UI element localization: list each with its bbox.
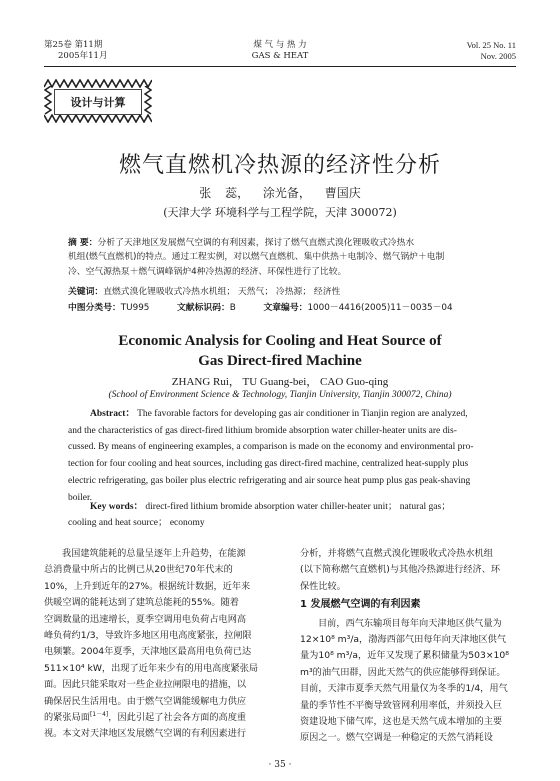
header-right xyxy=(467,40,516,62)
doc-code-label: 文献标识码： xyxy=(177,303,230,313)
authors-cn: 张 蕊， 涂光备， 曹国庆 xyxy=(199,186,361,200)
affiliation-en: (School of Environment Science & Technology, Tianjin University, Tianjin 300072, China) xyxy=(108,390,452,400)
body-line: 供暖空调的能耗达到了建筑总能耗的55%。随着 xyxy=(44,597,239,609)
header-date-en: Nov. 2005 xyxy=(480,51,516,61)
header-rule xyxy=(44,66,516,67)
body-line xyxy=(44,710,262,726)
abstract-cn-line: 分析了天津地区发展燃气空调的有利因素，探讨了燃气直燃式溴化锂吸收式冷热水 xyxy=(97,238,415,248)
body-line: 原因之一。燃气空调是一种稳定的天然气消耗设 xyxy=(300,732,493,744)
body-line: m³的油气田群，因此天然气的供应能够得到保证。 xyxy=(300,666,506,678)
paper-title-en-line: Economic Analysis for Cooling and Heat Source of xyxy=(118,333,442,349)
body-line: 资建设地下储气库，这也是天然气成本增加的主要 xyxy=(300,716,503,728)
abstract-en-line: cussed. By means of engineering examples, a comparison is made on the economy and environmental pro- xyxy=(68,442,474,453)
citation-ref: [1－4] xyxy=(89,711,109,718)
paper-title-cn: 燃气直燃机冷热源的经济性分析 xyxy=(118,153,441,178)
body-line: 峰负荷约1/3，导致许多地区用电高度紧张，拉闸限 xyxy=(44,630,252,642)
body-line: 电频繁。2004年夏季，天津地区最高用电负荷已达 xyxy=(44,646,252,658)
keywords-en-line: direct-fired lithium bromide absorption water chiller-heater unit； natural gas； xyxy=(145,502,451,512)
abstract-en-line: tection for four cooling and heat sources, including gas direct-fired machine, centralized heat-supply plus xyxy=(68,459,469,470)
section-label-box xyxy=(54,89,142,115)
body-line: 12×10⁸ m³/a，渤海西部气田每年向天津地区供气 xyxy=(300,634,507,646)
body-line: 目前，天津市夏季天然气用量仅为冬季的1/4，用气 xyxy=(300,683,508,695)
paper-title-en xyxy=(0,331,560,371)
header-date-cn: 2005年11月 xyxy=(58,51,108,61)
body-text: 的紧张局面 xyxy=(44,712,90,724)
clc-label: 中图分类号： xyxy=(68,303,121,313)
keywords-en-line: cooling and heat source； economy xyxy=(68,518,205,528)
section-heading: 1 发展燃气空调的有利因素 xyxy=(300,599,421,611)
abstract-cn xyxy=(68,236,494,279)
body-column-right xyxy=(300,546,518,747)
header-center xyxy=(200,40,360,62)
journal-name-cn: 煤 气 与 热 力 xyxy=(253,40,307,50)
keywords-en xyxy=(68,499,494,531)
body-line: 视。本文对天津地区发展燃气空调的有利因素进行 xyxy=(44,728,247,740)
body-line: 目前，西气东输项目每年向天津地区供气量为 xyxy=(318,617,502,629)
abstract-en-label: Abstract： xyxy=(90,409,135,419)
journal-name-en: GAS & HEAT xyxy=(251,51,309,61)
body-line: 确保居民生活用电。由于燃气空调能缓解电力供应 xyxy=(44,695,247,707)
body-line: 面。因此只能采取对一些企业拉闸限电的措施，以 xyxy=(44,679,247,691)
keywords-cn xyxy=(68,285,494,299)
abstract-en-line: The favorable factors for developing gas air conditioner in Tianjin region are analyzed, xyxy=(137,409,468,419)
section-label: 设计与计算 xyxy=(70,96,126,109)
body-line: 总消费量中所占的比例已从20世纪70年代末的 xyxy=(44,564,233,576)
keywords-cn-text: 直燃式溴化锂吸收式冷热水机组； 天然气； 冷热源； 经济性 xyxy=(103,287,341,297)
body-line: 保性比较。 xyxy=(300,580,346,592)
paper-title-en-line: Gas Direct-fired Machine xyxy=(198,353,362,369)
abstract-cn-line: 冷、空气源热泵＋燃气调峰锅炉4种冷热源的经济、环保性进行了比较。 xyxy=(68,266,347,277)
abstract-cn-label: 摘 要： xyxy=(68,238,98,248)
header-left xyxy=(44,40,107,62)
article-number-label: 文章编号： xyxy=(263,303,308,313)
body-line: 量的季节性不平衡导致管网利用率低，并须投入巨 xyxy=(300,699,503,711)
classification-line xyxy=(68,301,494,315)
abstract-en xyxy=(68,406,494,506)
abstract-en-line: and the characteristics of gas direct-fired lithium bromide absorption water chiller-heater units are dis- xyxy=(68,425,457,436)
doc-code-value: B xyxy=(229,303,236,313)
abstract-en-line: electric refrigerating, gas boiler plus electric refrigerating and air source heat pump plus gas peak-shaving xyxy=(68,475,471,486)
section-banner xyxy=(44,79,152,123)
body-line: (以下简称燃气直燃机)与其他冷热源进行经济、环 xyxy=(300,564,501,576)
abstract-en-line: boiler. xyxy=(68,492,93,503)
zigzag-border-top xyxy=(44,79,152,88)
article-number-value: 1000－4416(2005)11－0035－04 xyxy=(307,303,453,313)
page-number: · 35 · xyxy=(268,760,292,770)
clc-value: TU995 xyxy=(120,303,150,313)
body-column-left xyxy=(44,546,262,743)
authors-en: ZHANG Rui， TU Guang-bei， CAO Guo-qing xyxy=(171,376,389,388)
abstract-cn-line: 机组(燃气直燃机)的特点。通过工程实例，对以燃气直燃机、集中供热＋电制冷、燃气锅炉＋电制 xyxy=(68,252,445,263)
body-line: 量为10⁸ m³/a，近年又发现了累积储量为503×10⁸ xyxy=(300,650,509,662)
body-line: 空调数量的迅速增长，夏季空调用电负荷占电网高 xyxy=(44,613,247,625)
header-volume-en: Vol. 25 No. 11 xyxy=(466,40,516,50)
body-line: 我国建筑能耗的总量呈逐年上升趋势，在能源 xyxy=(62,548,246,559)
body-line: 10%，上升到近年的27%。根据统计数据，近年来 xyxy=(44,580,251,592)
body-line: 分析，并将燃气直燃式溴化锂吸收式冷热水机组 xyxy=(300,548,493,559)
keywords-en-label: Key words： xyxy=(90,502,144,512)
affiliation-cn: (天津大学 环境科学与工程学院，天津 300072) xyxy=(163,206,397,219)
body-text: ，因此引起了社会各方面的高度重 xyxy=(108,712,247,724)
zigzag-border-left xyxy=(44,86,52,116)
body-line: 511×10⁴ kW，出现了近年来少有的用电高度紧张局 xyxy=(44,662,259,674)
zigzag-border-right xyxy=(144,86,152,116)
zigzag-border-bottom xyxy=(44,114,152,123)
header-volume-cn: 第25卷 第11期 xyxy=(44,40,103,50)
keywords-cn-label: 关键词： xyxy=(68,287,104,297)
